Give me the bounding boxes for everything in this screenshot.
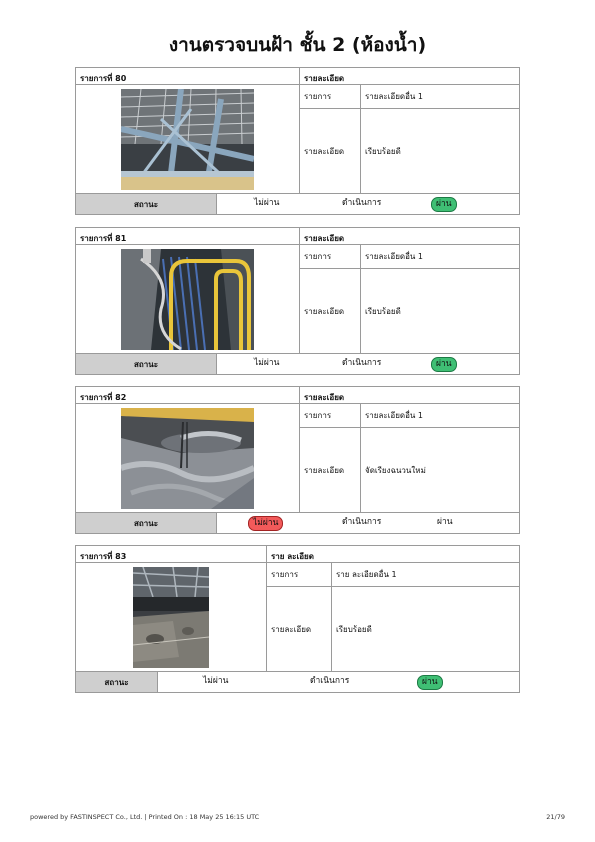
footer-credit: powered by FASTINSPECT Co., Ltd. | Printed On : 18 May 25 16:15 UTC (30, 813, 260, 821)
item-number: รายการที่ 80 (76, 68, 300, 84)
detail-label: รายละเอียด (300, 109, 361, 193)
status-option-in-progress[interactable]: ดำเนินการ (310, 676, 350, 686)
photo-cell (76, 404, 300, 512)
status-option-pass[interactable]: ผ่าน (417, 675, 443, 690)
status-row (76, 672, 519, 692)
item-value: รายละเอียดอื่น 1 (365, 92, 424, 101)
item-label: รายการ (267, 563, 332, 586)
status-option-fail[interactable]: ไม่ผ่าน (203, 676, 229, 686)
ceiling-steel-frame-photo[interactable] (121, 89, 254, 190)
page-title: งานตรวจบนฝ้า ชั้น 2 (ห้องน้ำ) (168, 34, 427, 56)
status-option-fail[interactable]: ไม่ผ่าน (254, 198, 280, 208)
ceiling-yellow-pipe-photo[interactable] (121, 249, 254, 350)
item-number: รายการที่ 83 (76, 546, 267, 562)
detail-value: เรียบร้อยดี (365, 306, 401, 316)
detail-label: รายละเอียด (300, 269, 361, 353)
inspection-item-83 (75, 545, 520, 693)
detail-header: ราย ละเอียด (271, 552, 314, 561)
detail-label: รายละเอียด (300, 428, 361, 512)
detail-value: จัดเรียงฉนวนใหม่ (365, 465, 426, 475)
inspection-item-81 (75, 227, 520, 375)
status-label: สถานะ (76, 672, 158, 692)
detail-header: รายละเอียด (304, 234, 345, 243)
inspection-item-80 (75, 67, 520, 215)
status-row (76, 354, 519, 374)
status-option-in-progress[interactable]: ดำเนินการ (342, 358, 382, 368)
detail-value: เรียบร้อยดี (365, 146, 401, 156)
status-label: สถานะ (76, 354, 217, 374)
ceiling-insulation-photo[interactable] (121, 408, 254, 509)
status-option-fail[interactable]: ไม่ผ่าน (254, 358, 280, 368)
page-number: 21/79 (546, 813, 565, 821)
status-row (76, 513, 519, 533)
status-label: สถานะ (76, 513, 217, 533)
status-option-in-progress[interactable]: ดำเนินการ (342, 198, 382, 208)
item-value: รายละเอียดอื่น 1 (365, 411, 424, 420)
photo-cell (76, 563, 267, 671)
photo-cell (76, 85, 300, 193)
detail-label: รายละเอียด (267, 587, 332, 671)
item-value: ราย ละเอียดอื่น 1 (336, 570, 397, 579)
status-label: สถานะ (76, 194, 217, 214)
item-label: รายการ (300, 85, 361, 108)
status-option-in-progress[interactable]: ดำเนินการ (342, 517, 382, 527)
item-label: รายการ (300, 245, 361, 268)
status-option-fail[interactable]: ไม่ผ่าน (248, 516, 283, 531)
item-number: รายการที่ 82 (76, 387, 300, 403)
item-value: รายละเอียดอื่น 1 (365, 252, 424, 261)
detail-header: รายละเอียด (304, 74, 345, 83)
item-number: รายการที่ 81 (76, 228, 300, 244)
status-row (76, 194, 519, 214)
detail-value: เรียบร้อยดี (336, 624, 372, 634)
ceiling-board-photo[interactable] (133, 567, 209, 668)
status-option-pass[interactable]: ผ่าน (431, 197, 457, 212)
status-option-pass[interactable]: ผ่าน (431, 357, 457, 372)
inspection-item-82 (75, 386, 520, 534)
item-label: รายการ (300, 404, 361, 427)
status-option-pass[interactable]: ผ่าน (437, 517, 453, 527)
detail-header: รายละเอียด (304, 393, 345, 402)
photo-cell (76, 245, 300, 353)
